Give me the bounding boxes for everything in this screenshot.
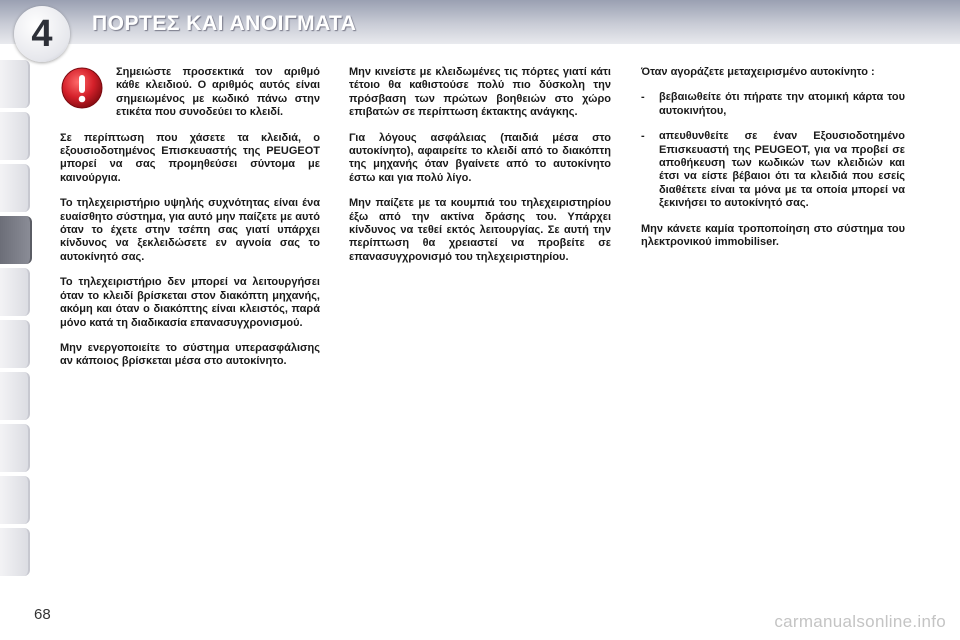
col2-paragraph-2: Για λόγους ασφάλειας (παιδιά μέσα στο αυτοκίνητο), αφαιρείτε το κλειδί από το διακόπτη της μηχανής όταν βγαίνετε από το αυτοκίνητο έστω και για πολύ λίγο. bbox=[349, 131, 611, 184]
side-tab[interactable] bbox=[0, 320, 30, 368]
col2-paragraph-3: Μην παίζετε με τα κουμπιά του τηλεχειριστηρίου έξω από την ακτίνα δράσης του. Υπάρχει κίνδυνος να τεθεί εκτός λειτουργίας. Σε αυτή την περίπτωση θα χρειαστεί να προβείτε σε επανασυγχρονισμό του τηλεχειριστηρίου. bbox=[349, 197, 611, 263]
col1-paragraph-1: Σε περίπτωση που χάσετε τα κλειδιά, ο εξουσιοδοτημένος Επισκευαστής της PEUGEOT μπορεί να σας προμηθεύσει σύντομα με καινούργια. bbox=[60, 131, 320, 184]
chapter-title: ΠΟΡΤΕΣ ΚΑΙ ΑΝΟΙΓΜΑΤΑ bbox=[92, 12, 357, 35]
page-number: 68 bbox=[34, 606, 51, 623]
list-item-text: απευθυνθείτε σε έναν Εξουσιοδοτημένο Επισκευαστή της PEUGEOT, για να προβεί σε αποθήκευση των κωδικών των κλειδιών και έτσι να είστε βέβαιοι ότι τα κλειδιά που εσείς διαθέτετε είναι τα μόνα με τα οποία μπορεί να ξεκινήσει το αυτοκίνητό σας. bbox=[659, 130, 905, 210]
watermark: carmanualsonline.info bbox=[774, 612, 946, 631]
warning-note bbox=[60, 66, 320, 120]
side-tab[interactable] bbox=[0, 476, 30, 524]
col2-paragraph-1: Μην κινείστε με κλειδωμένες τις πόρτες γιατί κάτι τέτοιο θα καθιστούσε πολύ πιο δύσκολη την πρόσβαση των πρώτων βοηθειών στο χώρο επιβατών σε περίπτωση έκτακτης ανάγκης. bbox=[349, 66, 611, 119]
side-tab[interactable] bbox=[0, 112, 30, 160]
col3-paragraph-last: Μην κάνετε καμία τροποποίηση στο σύστημα του ηλεκτρονικού immobiliser. bbox=[641, 222, 905, 249]
side-tab-active[interactable] bbox=[0, 216, 32, 264]
exclamation-warning-icon bbox=[60, 66, 104, 110]
list-item-text: βεβαιωθείτε ότι πήρατε την ατομική κάρτα του αυτοκινήτου, bbox=[659, 91, 905, 117]
side-tab[interactable] bbox=[0, 424, 30, 472]
list-item bbox=[641, 130, 905, 210]
list-dash: - bbox=[641, 130, 645, 143]
column-2 bbox=[349, 66, 611, 276]
warning-note-text: Σημειώστε προσεκτικά τον αριθμό κάθε κλειδιού. Ο αριθμός αυτός είναι σημειωμένος με κωδικό πάνω στην ετικέτα που συνοδεύει το κλειδί. bbox=[116, 66, 320, 119]
list-item bbox=[641, 91, 905, 118]
side-tab[interactable] bbox=[0, 60, 30, 108]
column-1 bbox=[60, 66, 320, 381]
side-tab[interactable] bbox=[0, 268, 30, 316]
chapter-number-badge: 4 bbox=[14, 6, 70, 62]
col1-paragraph-4: Μην ενεργοποιείτε το σύστημα υπερασφάλισης αν κάποιος βρίσκεται μέσα στο αυτοκίνητο. bbox=[60, 341, 320, 368]
col1-paragraph-3: Το τηλεχειριστήριο δεν μπορεί να λειτουργήσει όταν το κλειδί βρίσκεται στον διακόπτη μηχανής, ακόμη και όταν ο διακόπτης είναι κλειστός, παρά μόνο κατά τη διαδικασία επανασυγχρονισμού. bbox=[60, 276, 320, 329]
side-tab[interactable] bbox=[0, 372, 30, 420]
column-3 bbox=[641, 66, 905, 261]
side-tab[interactable] bbox=[0, 528, 30, 576]
col1-paragraph-2: Το τηλεχειριστήριο υψηλής συχνότητας είναι ένα ευαίσθητο σύστημα, για αυτό μην παίζετε με αυτό όταν το έχετε στην τσέπη σας γιατί υπάρχει κίνδυνος να ξεκλειδώσετε εν αγνοία σας το αυτοκίνητό σας. bbox=[60, 197, 320, 263]
side-tab[interactable] bbox=[0, 164, 30, 212]
list-dash: - bbox=[641, 91, 645, 104]
side-tabs bbox=[0, 60, 32, 580]
col3-intro: Όταν αγοράζετε μεταχειρισμένο αυτοκίνητο : bbox=[641, 66, 875, 78]
